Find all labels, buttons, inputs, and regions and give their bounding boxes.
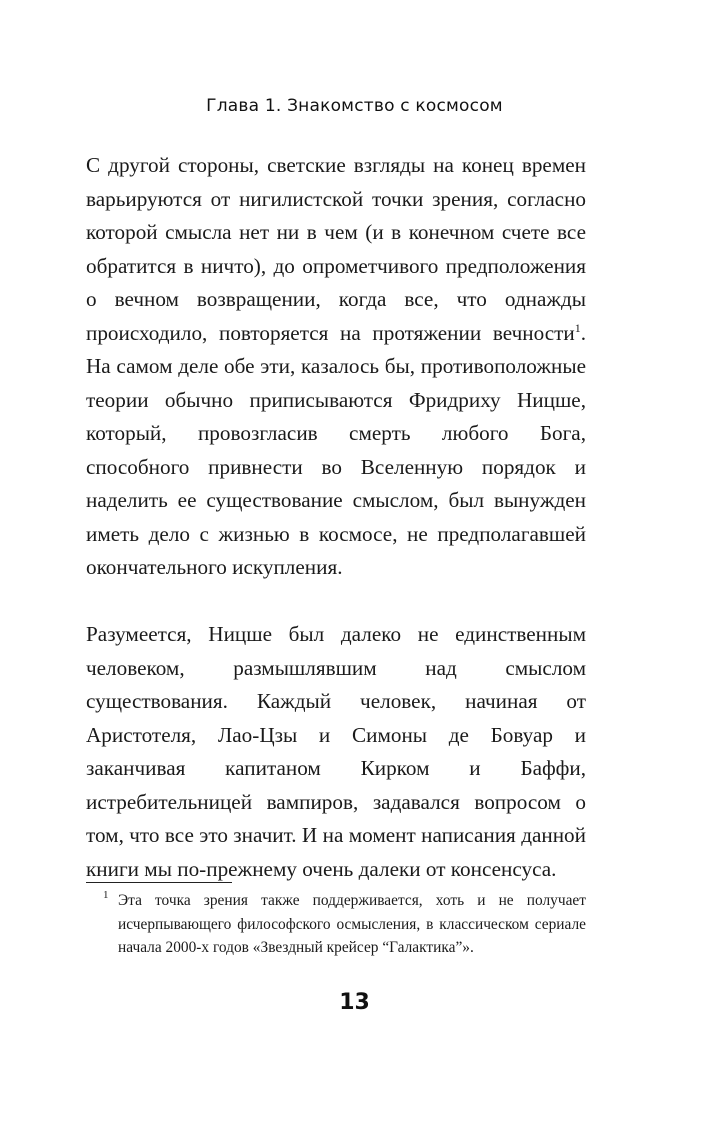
- running-head: Глава 1. Знакомство с космосом: [206, 96, 503, 116]
- body-paragraph-1: [86, 149, 586, 585]
- body-paragraph-2: Разумеется, Ницше был далеко не единственным человеком, размышлявшим над смыслом существования. Каждый человек, начиная от Аристотеля, Лао-Цзы и Симоны де Бовуар и заканчивая капитаном Кирком и Баффи, истребительницей вампиров, задавался вопросом о том, что все это значит. И на момент написания данной книги мы по-прежнему очень далеки от консенсуса.: [86, 622, 586, 881]
- paragraph-1-text-end: . На самом деле обе эти, казалось бы, противоположные теории обычно приписываются Фридриху Ницше, который, провозгласив смерть любого Бога, способного привнести во Вселенную порядок и наделить ее существование смыслом, был вынужден иметь дело с жизнью в космосе, не предполагавшей окончательного искупления.: [86, 320, 586, 579]
- footnote-text: Эта точка зрения также поддерживается, хоть и не получает исчерпывающего философского осмысления, в классическом сериале начала 2000-х годов «Звездный крейсер “Галактика”».: [118, 892, 586, 956]
- footnote-separator: [86, 882, 232, 883]
- paragraph-1-text-start: С другой стороны, светские взгляды на конец времен варьируются от нигилистской точки зрения, согласно которой смысла нет ни в чем (и в конечном счете все обратится в ничто), до опрометчивого предположения о вечном возвращении, когда все, что однажды происходило, повторяется на протяжении вечности: [86, 153, 586, 345]
- footnote-reference: 1: [574, 320, 581, 335]
- footnote-mark: 1: [103, 889, 109, 901]
- page-number: 13: [339, 990, 370, 1015]
